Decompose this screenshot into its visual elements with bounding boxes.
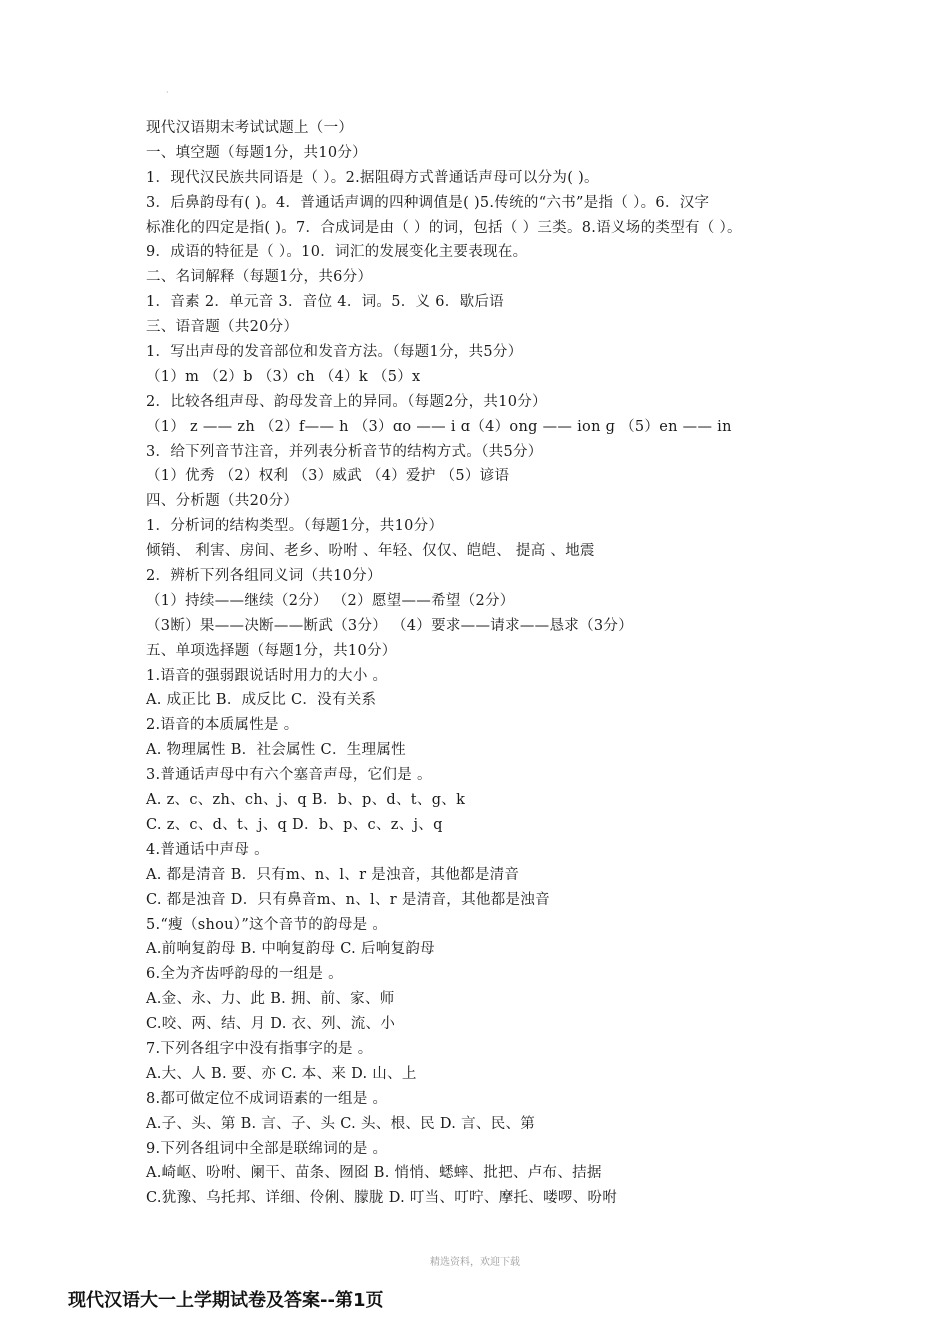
text-line: 2．比较各组声母、韵母发音上的异同。（每题2分，共10分） — [146, 393, 547, 410]
text-line: A.前响复韵母 B. 中响复韵母 C. 后响复韵母 — [146, 941, 435, 958]
text-line: 五、单项选择题（每题1分，共10分） — [146, 642, 397, 659]
text-line: 7.下列各组字中没有指事字的是 。 — [146, 1040, 373, 1057]
text-line: A.大、人 B. 要、亦 C. 本、来 D. 山、上 — [146, 1065, 417, 1082]
text-line: A.金、永、力、此 B. 拥、前、家、师 — [146, 991, 395, 1008]
text-line: 1．现代汉民族共同语是（ ）。2.据阻碍方式普通话声母可以分为( )。 — [146, 169, 599, 186]
text-line: 9．成语的特征是（ ）。10．词汇的发展变化主要表现在。 — [146, 244, 528, 261]
text-line: （3断）果——决断——断武（3分） （4）要求——请求——恳求（3分） — [146, 617, 634, 634]
text-line: 现代汉语期末考试试题上（一） — [146, 120, 354, 136]
text-line: 4.普通话中声母 。 — [146, 841, 269, 858]
text-line: 6.全为齐齿呼韵母的一组是 。 — [146, 966, 343, 983]
text-line: 三、语音题（共20分） — [146, 319, 299, 336]
text-line: C. 都是浊音 D．只有鼻音m、n、l、r 是清音，其他都是浊音 — [146, 891, 550, 908]
text-line: C. z、c、d、t、j、q D．b、p、c、z、j、q — [146, 816, 443, 833]
text-line: 2．辨析下列各组同义词（共10分） — [146, 568, 382, 585]
text-line: 3．后鼻韵母有( )。4．普通话声调的四种调值是( )5.传统的“六书”是指（ ）。6．汉字 — [146, 194, 710, 211]
text-line: 2.语音的本质属性是 。 — [146, 717, 299, 734]
text-line: 1．分析词的结构类型。（每题1分，共10分） — [146, 518, 444, 535]
text-line: （1） z —— zh （2）f—— h （3）ɑo —— i ɑ（4）ong —— ion ɡ （5）en —— in — [146, 418, 732, 435]
text-line: 8.都可做定位不成词语素的一组是 。 — [146, 1090, 388, 1107]
text-line: A. 物理属性 B．社会属性 C．生理属性 — [146, 742, 406, 759]
text-line: 1.语音的强弱跟说话时用力的大小 。 — [146, 667, 388, 684]
text-line: （1）优秀 （2）权利 （3）威武 （4）爱护 （5）谚语 — [146, 468, 510, 485]
text-line: 标准化的四定是指( )。7．合成词是由（ ）的词，包括（ ）三类。8.语义场的类型有（ ）。 — [146, 219, 742, 236]
text-line: A.子、头、第 B. 言、子、头 C. 头、根、民 D. 言、民、第 — [146, 1115, 536, 1132]
text-line: 9.下列各组词中全部是联绵词的是 。 — [146, 1140, 388, 1157]
text-line: A. z、c、zh、ch、j、q B．b、p、d、t、g、k — [146, 792, 466, 809]
text-line: 3.普通话声母中有六个塞音声母，它们是 。 — [146, 767, 432, 784]
text-line: 5.“瘦（shou）”这个音节的韵母是 。 — [146, 916, 388, 933]
text-line: A.崎岖、吩咐、阑干、苗条、囫囵 B. 悄悄、蟋蟀、批把、卢布、拮据 — [146, 1165, 602, 1182]
page-marker: · — [166, 88, 169, 97]
text-line: 倾销、 利害、房间、老乡、吩咐 、年轻、仅仅、皑皑、 提高 、地震 — [146, 543, 595, 560]
text-line: （1）持续——继续（2分） （2）愿望——希望（2分） — [146, 592, 515, 609]
page-footer-title: 现代汉语大一上学期试卷及答案--第1页 — [68, 1290, 384, 1311]
text-line: C.犹豫、乌托邦、详细、伶俐、朦胧 D. 叮当、叮咛、摩托、喽啰、吩咐 — [146, 1190, 618, 1207]
text-line: 一、填空题（每题1分，共10分） — [146, 144, 367, 161]
text-line: A. 成正比 B．成反比 C．没有关系 — [146, 692, 377, 709]
text-line: C.咬、两、结、月 D. 衣、列、流、小 — [146, 1016, 396, 1033]
text-line: A. 都是清音 B．只有m、n、l、r 是浊音，其他都是清音 — [146, 866, 520, 883]
text-line: 四、分析题（共20分） — [146, 493, 299, 510]
exam-body — [146, 116, 816, 1211]
watermark-text: 精选资料，欢迎下载 — [430, 1257, 520, 1268]
text-line: 3．给下列音节注音，并列表分析音节的结构方式。（共5分） — [146, 443, 543, 460]
text-line: 1．写出声母的发音部位和发音方法。（每题1分，共5分） — [146, 344, 523, 361]
text-line: 二、名词解释（每题1分，共6分） — [146, 269, 373, 286]
text-line: （1）m （2）b （3）ch （4）k （5）x — [146, 368, 421, 385]
text-line: 1．音素 2．单元音 3．音位 4．词。5．义 6．歇后语 — [146, 294, 504, 311]
